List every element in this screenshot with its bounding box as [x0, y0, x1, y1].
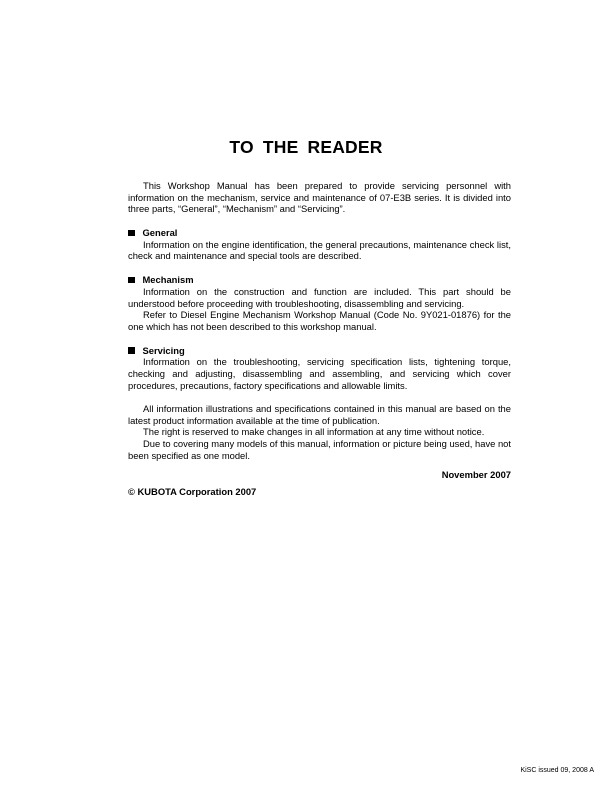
section-heading — [128, 227, 511, 239]
note-paragraph: Due to covering many models of this manual, information or picture being used, have not been specified as one model. — [128, 437, 511, 461]
section-heading-label: General — [142, 226, 178, 238]
intro-paragraph: This Workshop Manual has been prepared to provide servicing personnel with information on the mechanism, service and maintenance of 07-E3B series. It is divided into three parts, “General”, “Mechanism” and “Servicing”. — [128, 180, 511, 215]
document-body — [128, 180, 511, 497]
section-paragraph: Information on the troubleshooting, servicing specification lists, tightening torque, checking and adjusting, disassembling and assembling, and servicing which cover procedures, precautions, factory specifications and allowable limits. — [128, 356, 511, 391]
section-general — [128, 227, 511, 262]
section-heading — [128, 274, 511, 286]
spacer — [128, 391, 511, 403]
section-heading-label: Mechanism — [142, 274, 194, 286]
copyright-notice: © KUBOTA Corporation 2007 — [128, 485, 257, 497]
publication-date: November 2007 — [441, 469, 511, 481]
footer-issue-note: KiSC issued 09, 2008 A — [520, 767, 594, 774]
section-mechanism — [128, 274, 511, 332]
note-paragraph: The right is reserved to make changes in all information at any time without notice. — [143, 426, 485, 438]
section-paragraph: Information on the construction and function are included. This part should be understood before proceeding with troubleshooting, disassembling and servicing. — [128, 285, 511, 309]
section-heading-label: Servicing — [142, 344, 185, 356]
page-title: TO THE READER — [229, 137, 383, 157]
section-paragraph: Information on the engine identification, the general precautions, maintenance check list, check and maintenance and special tools are described. — [128, 238, 511, 262]
note-paragraph: All information illustrations and specifications contained in this manual are based on the latest product information available at the time of publication. — [128, 403, 511, 426]
square-bullet-icon — [128, 230, 135, 237]
section-paragraph: Refer to Diesel Engine Mechanism Workshop Manual (Code No. 9Y021-01876) for the one which has not been described to this workshop manual. — [128, 309, 511, 332]
section-servicing — [128, 344, 511, 391]
square-bullet-icon — [128, 347, 135, 354]
section-heading — [128, 344, 511, 356]
square-bullet-icon — [128, 277, 135, 284]
